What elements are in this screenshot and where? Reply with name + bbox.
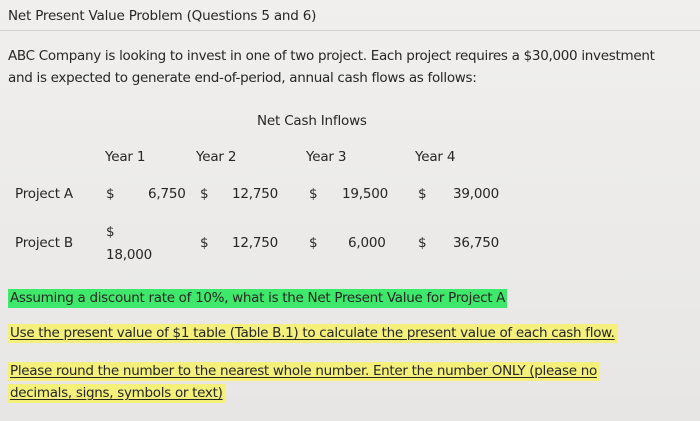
- cell-symbol: $: [418, 235, 427, 251]
- intro-line-2: and is expected to generate end-of-period, annual cash flows as follows:: [8, 70, 477, 86]
- header-year-4: Year 4: [415, 149, 456, 165]
- intro-line-1: ABC Company is looking to invest in one of two project. Each project requires a $30,000 investment: [8, 48, 655, 64]
- cell-symbol: $: [106, 224, 115, 240]
- header-year-2: Year 2: [196, 149, 237, 165]
- cell-value: 12,750: [232, 186, 279, 202]
- cell-value: 12,750: [232, 235, 279, 251]
- cell-value: 19,500: [342, 186, 389, 202]
- cell-value: 6,000: [348, 235, 386, 251]
- header-year-1: Year 1: [105, 149, 146, 165]
- rounding-line-2: decimals, signs, symbols or text): [10, 385, 223, 401]
- question-line-1: [8, 290, 507, 306]
- cell-value: 6,750: [148, 186, 186, 202]
- divider: [0, 30, 700, 31]
- row-label-project-b: Project B: [15, 235, 73, 251]
- cell-symbol: $: [200, 186, 209, 202]
- rounding-instruction: [8, 360, 599, 404]
- question-line-2: [8, 325, 617, 341]
- cell-symbol: $: [309, 235, 318, 251]
- header-year-3: Year 3: [306, 149, 347, 165]
- cell-value: 39,000: [453, 186, 500, 202]
- page-title: Net Present Value Problem (Questions 5 and 6): [8, 8, 317, 24]
- cell-symbol: $: [106, 186, 115, 202]
- cell-value: 18,000: [106, 247, 153, 263]
- table-caption: Net Cash Inflows: [257, 113, 367, 129]
- cell-symbol: $: [418, 186, 427, 202]
- cell-symbol: $: [200, 235, 209, 251]
- instruction-text-highlighted: Use the present value of $1 table (Table B.1) to calculate the present value of each cash flow.: [10, 325, 615, 341]
- rounding-line-1: Please round the number to the nearest whole number. Enter the number ONLY (please no: [10, 363, 597, 379]
- row-label-project-a: Project A: [15, 186, 73, 202]
- cell-symbol: $: [309, 186, 318, 202]
- cell-value: 36,750: [453, 235, 500, 251]
- intro-paragraph: [8, 45, 655, 89]
- question-text-highlighted: Assuming a discount rate of 10%, what is the Net Present Value for Project A: [10, 290, 506, 306]
